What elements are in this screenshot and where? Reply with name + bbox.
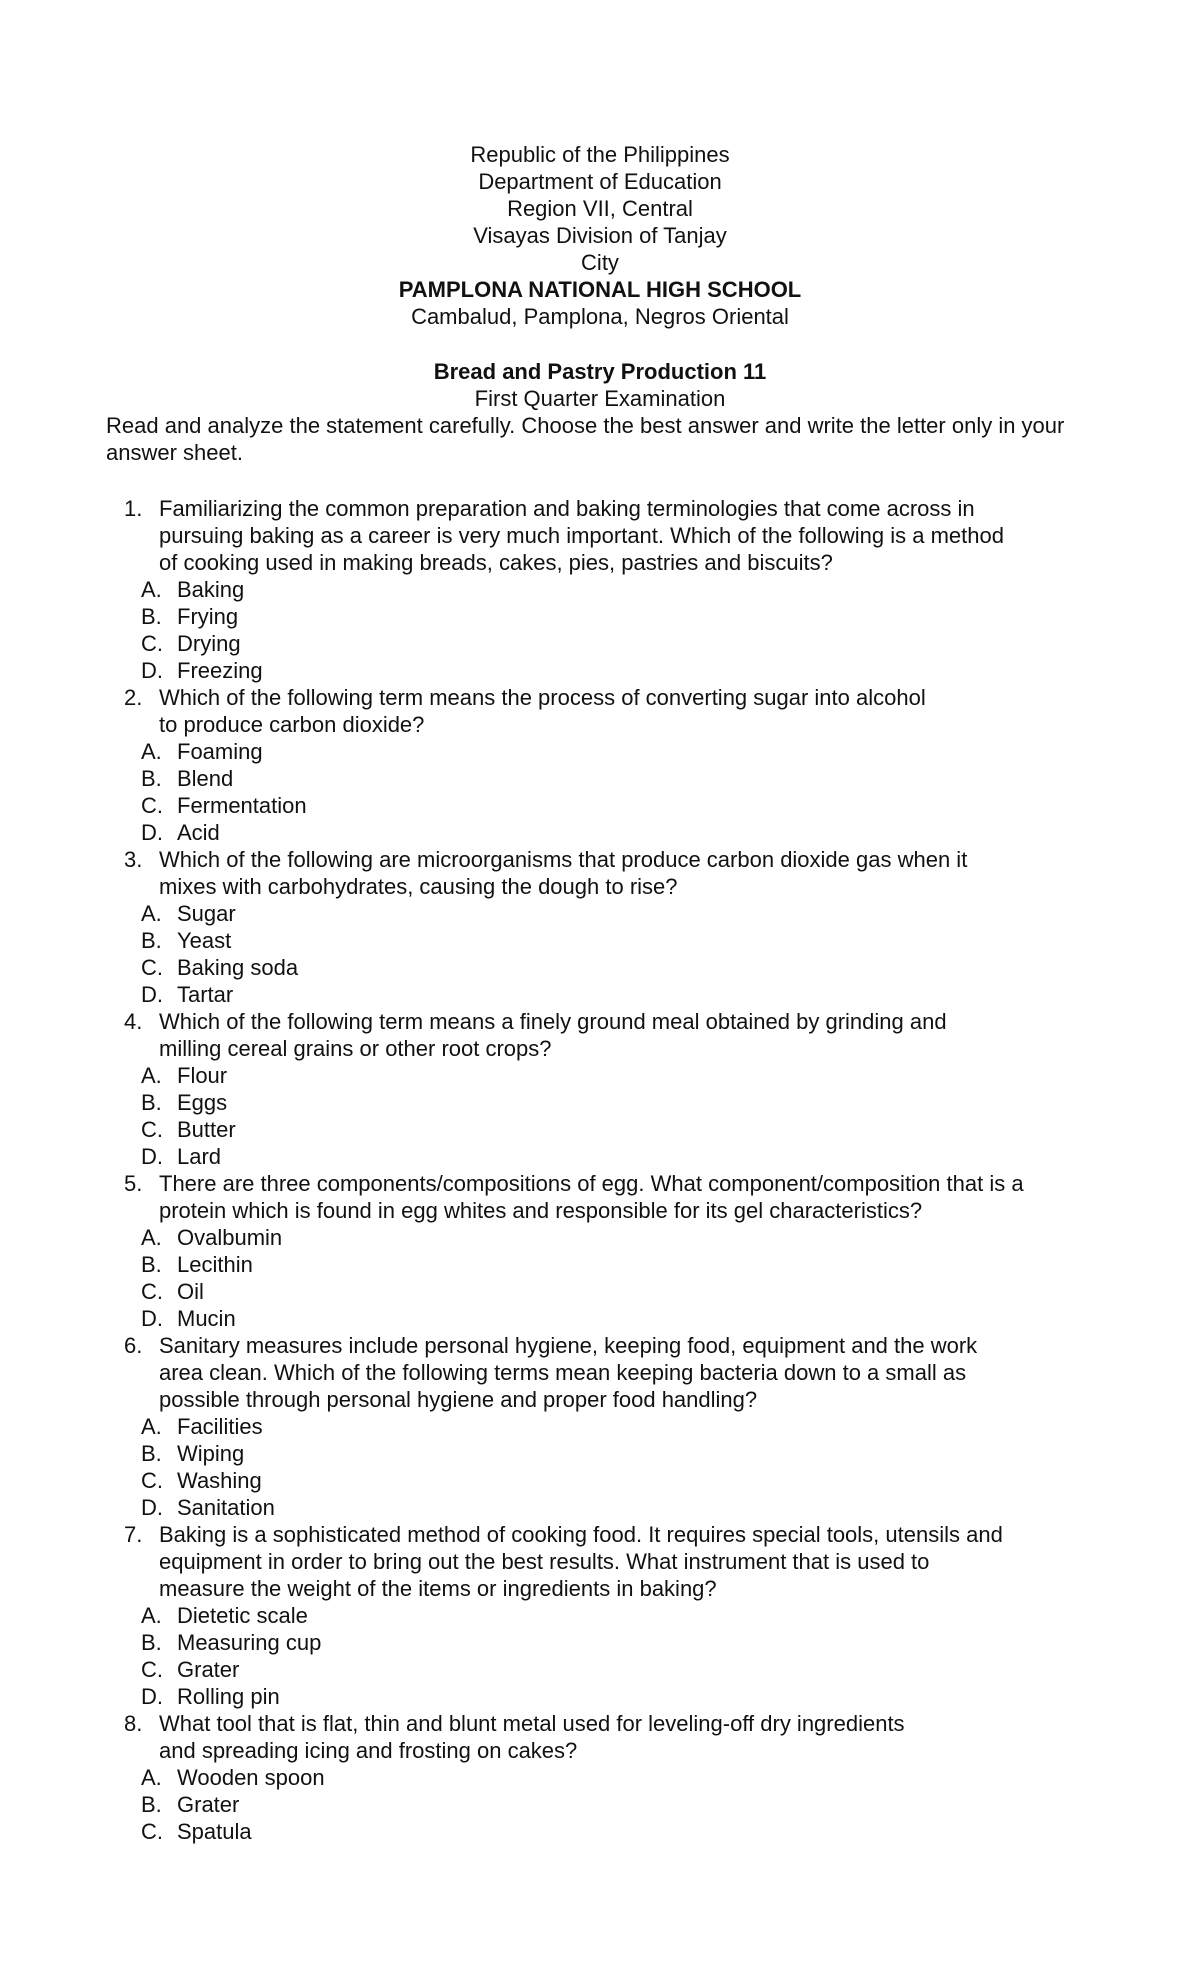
choice-text: Facilities [177,1414,263,1439]
choice-letter: D. [141,1684,163,1709]
answer-choice [0,1224,1200,1251]
answer-choice [0,1818,1200,1845]
answer-choice [0,1278,1200,1305]
question-text-line: milling cereal grains or other root crops? [159,1036,552,1061]
choice-text: Baking [177,577,245,602]
choice-letter: B. [141,604,162,629]
question-stem [0,1332,1099,1413]
choice-text: Drying [177,631,241,656]
header-line-city: City [581,250,619,275]
answer-choice [0,603,1200,630]
answer-choice [0,576,1200,603]
choice-letter: B. [141,766,162,791]
question-number: 6. [124,1333,143,1358]
answer-choice [0,1791,1200,1818]
choice-text: Oil [177,1279,204,1304]
choice-letter: A. [141,1765,162,1790]
exam-title: First Quarter Examination [474,386,726,411]
question-text-line: protein which is found in egg whites and responsible for its gel characteristics? [159,1198,923,1223]
question-number: 1. [124,496,143,521]
exam-subject: Bread and Pastry Production 11 [433,359,767,384]
choice-text: Tartar [177,982,234,1007]
question-item [0,1332,1200,1521]
choice-letter: A. [141,1414,162,1439]
question-text-line: and spreading icing and frosting on cakes? [159,1738,578,1763]
choice-text: Rolling pin [177,1684,280,1709]
answer-choice [0,630,1200,657]
answer-choice [0,1143,1200,1170]
question-item [0,1008,1200,1170]
choice-text: Washing [177,1468,262,1493]
choice-text: Freezing [177,658,263,683]
choice-letter: D. [141,820,163,845]
question-item [0,1170,1200,1332]
question-stem [0,1170,1099,1224]
question-number: 7. [124,1522,143,1547]
answer-choice [0,1062,1200,1089]
answer-choice [0,1116,1200,1143]
question-text-line: of cooking used in making breads, cakes, pies, pastries and biscuits? [159,550,833,575]
choice-text: Dietetic scale [177,1603,308,1628]
choice-letter: A. [141,739,162,764]
choice-text: Measuring cup [177,1630,322,1655]
choice-text: Mucin [177,1306,236,1331]
answer-choice [0,900,1200,927]
choice-text: Eggs [177,1090,228,1115]
choice-letter: C. [141,1657,163,1682]
question-stem [0,495,1099,576]
choice-text: Wiping [177,1441,245,1466]
question-text-line: Sanitary measures include personal hygiene, keeping food, equipment and the work [159,1333,978,1358]
choice-letter: D. [141,658,163,683]
answer-choice [0,981,1200,1008]
choice-letter: D. [141,1144,163,1169]
question-number: 2. [124,685,143,710]
choice-text: Wooden spoon [177,1765,325,1790]
choice-letter: B. [141,928,162,953]
question-text-line: measure the weight of the items or ingredients in baking? [159,1576,717,1601]
question-text-line: What tool that is flat, thin and blunt metal used for leveling-off dry ingredients [159,1711,905,1736]
choice-letter: C. [141,1468,163,1493]
answer-choice [0,1629,1200,1656]
exam-instructions: Read and analyze the statement carefully. Choose the best answer and write the letter only in your answer sheet. [106,413,1065,465]
answer-choice [0,819,1200,846]
choice-text: Acid [177,820,220,845]
answer-choice [0,954,1200,981]
choice-letter: B. [141,1792,162,1817]
answer-choice [0,1413,1200,1440]
question-item [0,1710,1200,1845]
answer-choice [0,657,1200,684]
choice-letter: C. [141,1279,163,1304]
question-text-line: to produce carbon dioxide? [159,712,425,737]
choice-letter: C. [141,955,163,980]
question-text-line: There are three components/compositions of egg. What component/composition that is a [159,1171,1024,1196]
answer-choice [0,1764,1200,1791]
exam-title-block [0,358,1200,412]
answer-choice [0,738,1200,765]
choice-text: Ovalbumin [177,1225,283,1250]
header-line-republic: Republic of the Philippines [470,142,730,167]
question-text-line: possible through personal hygiene and proper food handling? [159,1387,758,1412]
school-name: PAMPLONA NATIONAL HIGH SCHOOL [398,277,802,302]
answer-choice [0,1440,1200,1467]
choice-text: Yeast [177,928,232,953]
header-line-division: Visayas Division of Tanjay [473,223,727,248]
choice-letter: C. [141,631,163,656]
choice-text: Fermentation [177,793,307,818]
question-item [0,846,1200,1008]
answer-choice [0,1494,1200,1521]
choice-letter: B. [141,1252,162,1277]
choice-text: Frying [177,604,239,629]
question-number: 5. [124,1171,143,1196]
question-text-line: Which of the following term means a finely ground meal obtained by grinding and [159,1009,947,1034]
question-text-line: Baking is a sophisticated method of cooking food. It requires special tools, utensils and [159,1522,1003,1547]
question-item [0,1521,1200,1710]
choice-text: Foaming [177,739,263,764]
choice-text: Spatula [177,1819,252,1844]
choice-letter: C. [141,793,163,818]
choice-letter: C. [141,1117,163,1142]
question-text-line: area clean. Which of the following terms mean keeping bacteria down to a small as [159,1360,967,1385]
question-number: 4. [124,1009,143,1034]
question-item [0,684,1200,846]
question-text-line: Which of the following term means the process of converting sugar into alcohol [159,685,926,710]
choice-letter: D. [141,1495,163,1520]
question-number: 3. [124,847,143,872]
answer-choice [0,1602,1200,1629]
answer-choice [0,1467,1200,1494]
school-header [0,141,1200,330]
choice-text: Grater [177,1792,240,1817]
choice-text: Lard [177,1144,222,1169]
choice-text: Baking soda [177,955,299,980]
choice-letter: A. [141,1225,162,1250]
choice-text: Sugar [177,901,236,926]
answer-choice [0,1683,1200,1710]
choice-text: Butter [177,1117,236,1142]
answer-choice [0,765,1200,792]
question-text-line: equipment in order to bring out the best results. What instrument that is used to [159,1549,930,1574]
choice-letter: A. [141,577,162,602]
question-text-line: Familiarizing the common preparation and baking terminologies that come across in [159,496,975,521]
answer-choice [0,1656,1200,1683]
question-item [0,495,1200,684]
choice-letter: B. [141,1630,162,1655]
choice-letter: B. [141,1090,162,1115]
school-address: Cambalud, Pamplona, Negros Oriental [411,304,789,329]
header-line-department: Department of Education [478,169,722,194]
question-stem [0,1521,1099,1602]
choice-letter: C. [141,1819,163,1844]
choice-text: Flour [177,1063,228,1088]
header-line-region: Region VII, Central [507,196,693,221]
choice-letter: A. [141,901,162,926]
question-text-line: pursuing baking as a career is very much important. Which of the following is a method [159,523,1004,548]
choice-text: Sanitation [177,1495,275,1520]
question-list [0,495,1200,1845]
choice-text: Lecithin [177,1252,253,1277]
answer-choice [0,792,1200,819]
choice-letter: A. [141,1063,162,1088]
question-text-line: Which of the following are microorganisms that produce carbon dioxide gas when it [159,847,968,872]
answer-choice [0,927,1200,954]
question-stem [0,846,1099,900]
answer-choice [0,1251,1200,1278]
choice-letter: A. [141,1603,162,1628]
answer-choice [0,1089,1200,1116]
choice-letter: D. [141,1306,163,1331]
question-number: 8. [124,1711,143,1736]
choice-text: Blend [177,766,234,791]
answer-choice [0,1305,1200,1332]
question-stem [0,1710,1099,1764]
question-stem [0,1008,1099,1062]
choice-letter: B. [141,1441,162,1466]
choice-letter: D. [141,982,163,1007]
question-text-line: mixes with carbohydrates, causing the dough to rise? [159,874,678,899]
choice-text: Grater [177,1657,240,1682]
question-stem [0,684,1099,738]
